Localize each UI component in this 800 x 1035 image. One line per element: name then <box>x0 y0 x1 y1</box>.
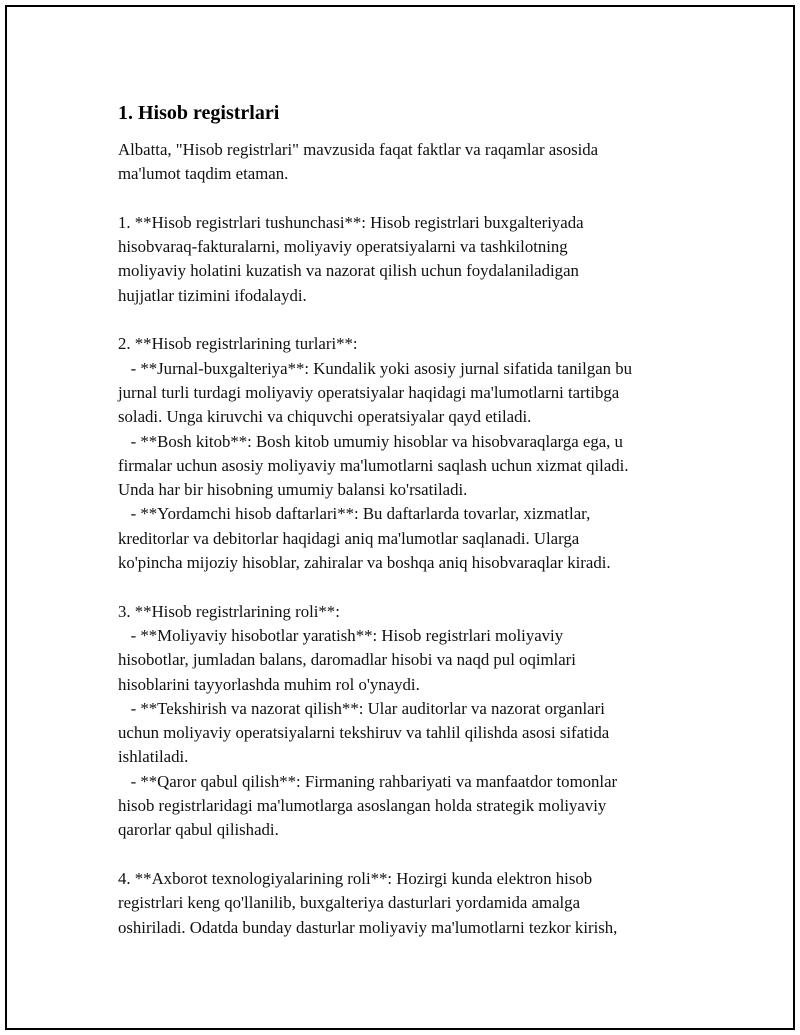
text-line: - **Yordamchi hisob daftarlari**: Bu daftarlarda tovarlar, xizmatlar, <box>118 504 591 524</box>
text-line: soladi. Unga kiruvchi va chiquvchi operatsiyalar qayd etiladi. <box>118 407 532 427</box>
text-line: - **Bosh kitob**: Bosh kitob umumiy hisoblar va hisobvaraqlarga ega, u <box>118 431 623 451</box>
blank-line <box>118 308 718 332</box>
text-line: uchun moliyaviy operatsiyalarni tekshiruv va tahlil qilishda asosi sifatida <box>118 723 610 743</box>
text-line: ko'pincha mijoziy hisoblar, zahiralar va boshqa aniq hisobvaraqlar kiradi. <box>118 553 611 573</box>
text-line: oshiriladi. Odatda bunday dasturlar moliyaviy ma'lumotlarni tezkor kirish, <box>118 917 618 937</box>
document-heading: 1. Hisob registrlari <box>118 102 280 124</box>
text-line: ma'lumot taqdim etaman. <box>118 164 289 184</box>
text-line: hisob registrlaridagi ma'lumotlarga asoslangan holda strategik moliyaviy <box>118 796 607 816</box>
text-line: kreditorlar va debitorlar haqidagi aniq ma'lumotlar saqlanadi. Ularga <box>118 528 580 548</box>
text-line: - **Moliyaviy hisobotlar yaratish**: Hisob registrlari moliyaviy <box>118 625 564 645</box>
text-line: moliyaviy holatini kuzatish va nazorat qilish uchun foydalaniladigan <box>118 261 579 281</box>
text-line: - **Qaror qabul qilish**: Firmaning rahbariyati va manfaatdor tomonlar <box>118 771 618 791</box>
blank-line <box>118 575 718 599</box>
text-line: Unda har bir hisobning umumiy balansi ko'rsatiladi. <box>118 480 468 500</box>
text-line: hisobvaraq-fakturalarni, moliyaviy operatsiyalarni va tashkilotning <box>118 237 568 257</box>
text-line: hujjatlar tizimini ifodalaydi. <box>118 285 307 305</box>
text-line: hisoblarini tayyorlashda muhim rol o'ynaydi. <box>118 674 420 694</box>
text-line: 2. **Hisob registrlarining turlari**: <box>118 334 358 354</box>
blank-line <box>118 187 718 211</box>
text-line: 3. **Hisob registrlarining roli**: <box>118 601 340 621</box>
text-line: Albatta, "Hisob registrlari" mavzusida faqat faktlar va raqamlar asosida <box>118 140 599 159</box>
text-line: ishlatiladi. <box>118 747 189 767</box>
text-line: registrlari keng qo'llanilib, buxgalteriya dasturlari yordamida amalga <box>118 893 581 913</box>
blank-line <box>118 843 718 867</box>
text-line: hisobotlar, jumladan balans, daromadlar hisobi va naqd pul oqimlari <box>118 650 576 670</box>
document-body <box>118 100 718 940</box>
text-line: - **Jurnal-buxgalteriya**: Kundalik yoki asosiy jurnal sifatida tanilgan bu <box>118 358 633 378</box>
text-line: - **Tekshirish va nazorat qilish**: Ular auditorlar va nazorat organlari <box>118 698 605 718</box>
document-text <box>118 138 718 940</box>
text-line: qarorlar qabul qilishadi. <box>118 820 279 840</box>
text-line: 4. **Axborot texnologiyalarining roli**: Hozirgi kunda elektron hisob <box>118 868 593 888</box>
text-line: 1. **Hisob registrlari tushunchasi**: Hisob registrlari buxgalteriyada <box>118 212 584 232</box>
page-frame <box>5 5 795 1030</box>
text-line: jurnal turli turdagi moliyaviy operatsiyalar haqidagi ma'lumotlarni tartibga <box>118 382 620 402</box>
text-line: firmalar uchun asosiy moliyaviy ma'lumotlarni saqlash uchun xizmat qiladi. <box>118 455 629 475</box>
